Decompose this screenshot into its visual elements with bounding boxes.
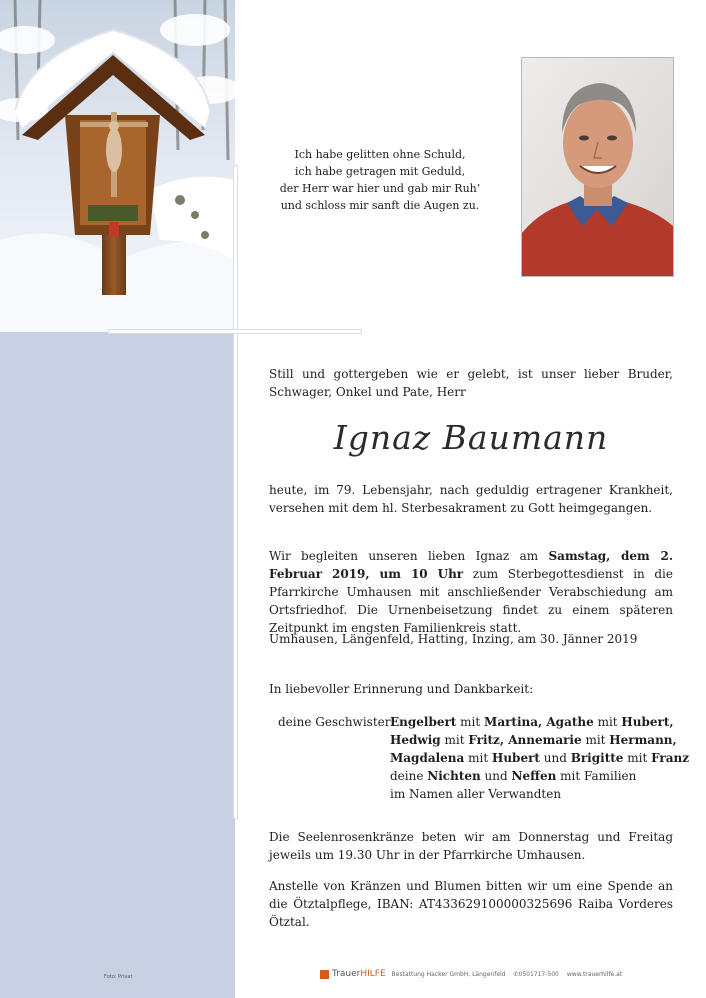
siblings-line bbox=[390, 713, 689, 731]
sibling-connector: und bbox=[539, 751, 571, 765]
sibling-name: Hubert, bbox=[621, 715, 674, 729]
sibling-connector: und bbox=[480, 769, 512, 783]
donation-text: Anstelle von Kränzen und Blumen bitten wir um eine Spende an die Ötztalpflege, IBAN: AT433629100000325696 Raiba Vorderes Ötztal. bbox=[269, 879, 673, 929]
siblings-label: deine Geschwister: bbox=[278, 715, 395, 729]
death-notice-text: heute, im 79. Lebensjahr, nach geduldig ertragener Krankheit, versehen mit dem hl. Sterbesakrament zu Gott heimgegangen. bbox=[269, 483, 673, 515]
sibling-name: Franz bbox=[651, 751, 690, 765]
phone-number: ✆0501717-500 bbox=[513, 970, 559, 978]
portrait-photo bbox=[521, 57, 674, 277]
cross-vertical-bar bbox=[234, 166, 237, 818]
sibling-name: Hedwig bbox=[390, 733, 441, 747]
brand-name-part: HILFE bbox=[360, 969, 386, 979]
siblings-line bbox=[390, 731, 689, 749]
funeral-text bbox=[269, 547, 673, 637]
cross-horizontal-bar bbox=[109, 330, 361, 333]
website-link[interactable]: www.trauerhilfe.at bbox=[566, 970, 623, 978]
wayside-shrine-photo bbox=[0, 0, 235, 332]
sibling-connector: mit bbox=[593, 715, 622, 729]
sibling-name: Fritz, Annemarie bbox=[468, 733, 582, 747]
deceased-name: Ignaz Baumann bbox=[333, 418, 609, 457]
place-date: Umhausen, Längenfeld, Hatting, Inzing, am 30. Jänner 2019 bbox=[269, 632, 638, 646]
poem-line: ich habe getragen mit Geduld, bbox=[294, 165, 466, 178]
trauerhilfe-logo-icon bbox=[320, 970, 329, 979]
rosary-text: Die Seelenrosenkränze beten wir am Donnerstag und Freitag jeweils um 19.30 Uhr in der Pfarrkirche Umhausen. bbox=[269, 830, 673, 862]
sibling-connector: im Namen aller Verwandten bbox=[390, 787, 562, 801]
funeral-text-part: zum Sterbegottesdienst in die Pfarrkirche Umhausen mit anschließender Verabschiedung am Ortsfriedhof. Die Urnenbeisetzung findet zu einem späteren Zeitpunkt im engsten Familienkreis statt. bbox=[269, 567, 673, 635]
sibling-name: Hubert bbox=[491, 751, 540, 765]
sibling-name: Nichten bbox=[427, 769, 481, 783]
sibling-name: Neffen bbox=[511, 769, 557, 783]
sibling-name: Hermann, bbox=[609, 733, 677, 747]
remembrance-text: In liebevoller Erinnerung und Dankbarkeit: bbox=[269, 682, 534, 696]
sibling-name: Magdalena bbox=[390, 751, 465, 765]
sibling-name: Brigitte bbox=[570, 751, 624, 765]
funeral-text-part: Wir begleiten unseren lieben Ignaz am bbox=[269, 549, 549, 563]
siblings-line bbox=[390, 785, 689, 803]
sibling-name: Engelbert bbox=[390, 715, 457, 729]
sibling-connector: mit bbox=[456, 715, 485, 729]
siblings-line bbox=[390, 767, 689, 785]
siblings-list bbox=[390, 713, 689, 803]
poem-line: der Herr war hier und gab mir Ruh’ bbox=[279, 182, 481, 195]
photo-credit: Foto: Privat bbox=[104, 974, 133, 980]
funeral-date-time: Samstag, dem 2. Februar 2019, um 10 Uhr bbox=[269, 549, 673, 581]
sibling-connector: mit bbox=[464, 751, 492, 765]
sibling-connector: deine bbox=[390, 769, 428, 783]
intro-text: Still und gottergeben wie er gelebt, ist unser lieber Bruder, Schwager, Onkel und Pate, Herr bbox=[269, 367, 673, 399]
sibling-connector: mit bbox=[623, 751, 652, 765]
poem bbox=[268, 146, 492, 214]
sibling-name: Martina, Agathe bbox=[484, 715, 594, 729]
sibling-connector: mit bbox=[581, 733, 610, 747]
poem-line: und schloss mir sanft die Augen zu. bbox=[280, 199, 480, 212]
funeral-company: Bestattung Hacker GmbH, Längenfeld bbox=[391, 970, 506, 978]
siblings-line bbox=[390, 749, 689, 767]
sibling-connector: mit bbox=[440, 733, 469, 747]
poem-line: Ich habe gelitten ohne Schuld, bbox=[294, 148, 466, 161]
sibling-connector: mit Familien bbox=[556, 769, 637, 783]
footer bbox=[320, 968, 622, 980]
brand-name-part: Trauer bbox=[332, 969, 361, 979]
